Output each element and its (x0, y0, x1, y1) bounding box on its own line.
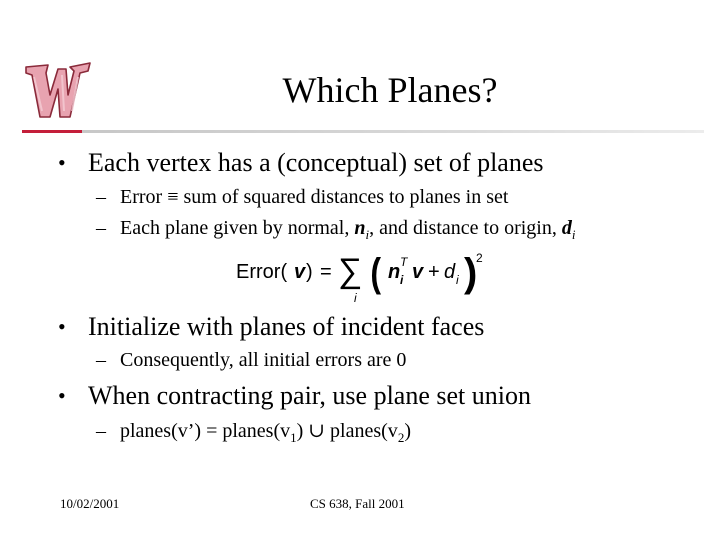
svg-text:): ) (306, 261, 313, 283)
bullet-text: Each vertex has a (conceptual) set of planes (88, 148, 544, 177)
svg-text:Error(: Error( (236, 261, 288, 283)
footer-date: 10/02/2001 (60, 496, 120, 511)
equiv-symbol: ≡ (167, 186, 179, 208)
union-symbol: ∪ (308, 420, 326, 442)
dash-marker: – (96, 217, 106, 239)
svg-text:=: = (320, 261, 332, 283)
svg-text:i: i (400, 273, 404, 287)
footer-course: CS 638, Fall 2001 (310, 496, 405, 511)
svg-text:v: v (412, 261, 424, 283)
distance-symbol: d (561, 217, 572, 239)
title-rule-red (22, 130, 82, 133)
normal-symbol: n (354, 217, 366, 239)
svg-text:): ) (464, 251, 478, 295)
title-rule-grey (82, 130, 704, 133)
svg-text:(: ( (370, 249, 382, 295)
slide-title: Which Planes? (282, 70, 498, 110)
svg-text:v: v (294, 261, 306, 283)
wisconsin-w-logo-icon (22, 55, 94, 125)
svg-text:+: + (428, 261, 440, 283)
svg-text:2: 2 (476, 251, 483, 265)
bullet-text: When contracting pair, use plane set union (88, 381, 531, 410)
svg-text:i: i (456, 273, 459, 287)
error-formula (236, 244, 486, 306)
bullet-marker: • (58, 150, 66, 175)
dash-marker: – (96, 186, 106, 208)
svg-text:n: n (388, 261, 401, 283)
dash-marker: – (96, 349, 106, 371)
bullet-marker: • (58, 314, 66, 339)
svg-text:∑: ∑ (338, 252, 363, 290)
bullet-marker: • (58, 383, 66, 408)
svg-text:d: d (444, 261, 456, 283)
bullet-text: Initialize with planes of incident faces (88, 312, 485, 341)
svg-text:i: i (354, 291, 357, 305)
dash-marker: – (96, 420, 106, 442)
svg-text:T: T (400, 255, 408, 269)
